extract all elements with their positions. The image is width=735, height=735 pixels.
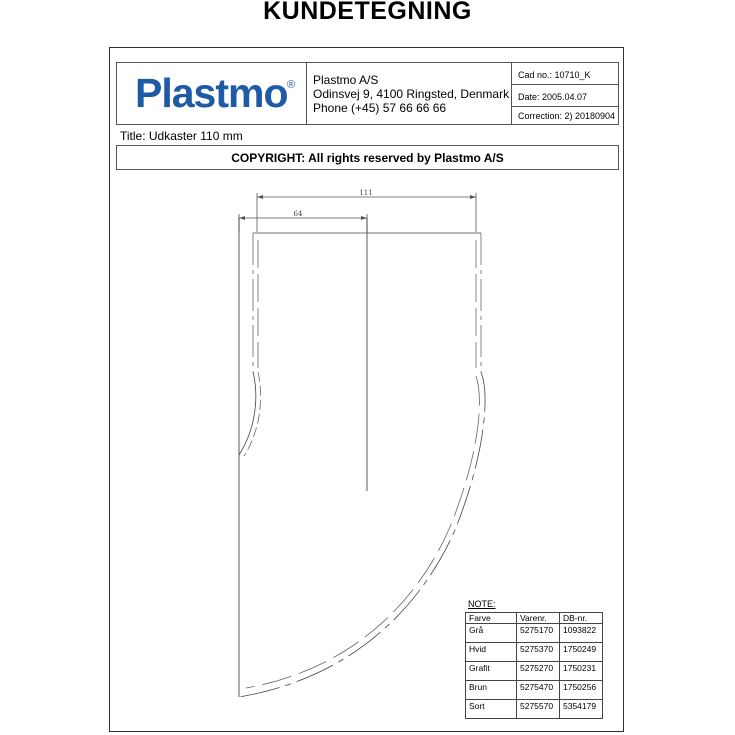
cell-varenr: 5275370 — [517, 643, 560, 662]
table-header-row — [466, 613, 603, 624]
cell-color: Brun — [466, 681, 517, 700]
dim-inner-label: 64 — [293, 210, 303, 218]
cell-color: Grafit — [466, 662, 517, 681]
drawing-title: Title: Udkaster 110 mm — [120, 129, 243, 143]
header-db-nr: DB-nr. — [560, 613, 603, 624]
cell-db-nr: 1093822 — [560, 624, 603, 643]
table-row — [466, 662, 603, 681]
cell-color: Sort — [466, 700, 517, 719]
table-row — [466, 681, 603, 700]
cell-db-nr: 1750231 — [560, 662, 603, 681]
note-label: NOTE: — [468, 599, 496, 609]
plastmo-logo: Plastmo — [135, 70, 288, 116]
inner-sweep-curve — [246, 376, 479, 688]
drawing-date: Date: 2005.04.07 — [512, 87, 618, 107]
left-lip-curve-inner — [244, 372, 261, 456]
cell-db-nr: 1750249 — [560, 643, 603, 662]
company-phone: Phone (+45) 57 66 66 66 — [313, 101, 447, 115]
dim-overall-label: 111 — [359, 189, 373, 197]
drawing-heading: KUNDETEGNING — [263, 0, 472, 25]
header-farve: Farve — [466, 613, 517, 624]
cell-varenr: 5275170 — [517, 624, 560, 643]
cad-number: Cad no.: 10710_K — [512, 65, 618, 85]
cell-db-nr: 5354179 — [560, 700, 603, 719]
company-address: Odinsvej 9, 4100 Ringsted, Denmark — [313, 87, 510, 101]
left-lip-curve-outer — [239, 372, 256, 455]
cell-varenr: 5275270 — [517, 662, 560, 681]
header-varenr: Varenr. — [517, 613, 560, 624]
cell-varenr: 5275470 — [517, 681, 560, 700]
table-row — [466, 643, 603, 662]
outer-sweep-curve — [239, 372, 485, 697]
cell-color: Hvid — [466, 643, 517, 662]
correction: Correction: 2) 20180904 — [518, 111, 616, 121]
copyright-notice: COPYRIGHT: All rights reserved by Plastmo A/S — [231, 151, 504, 165]
table-row — [466, 624, 603, 643]
color-variant-table — [465, 612, 603, 719]
registered-mark: ® — [287, 79, 296, 91]
cell-varenr: 5275570 — [517, 700, 560, 719]
company-name: Plastmo A/S — [313, 73, 379, 87]
table-row — [466, 700, 603, 719]
cell-color: Grå — [466, 624, 517, 643]
cell-db-nr: 1750256 — [560, 681, 603, 700]
